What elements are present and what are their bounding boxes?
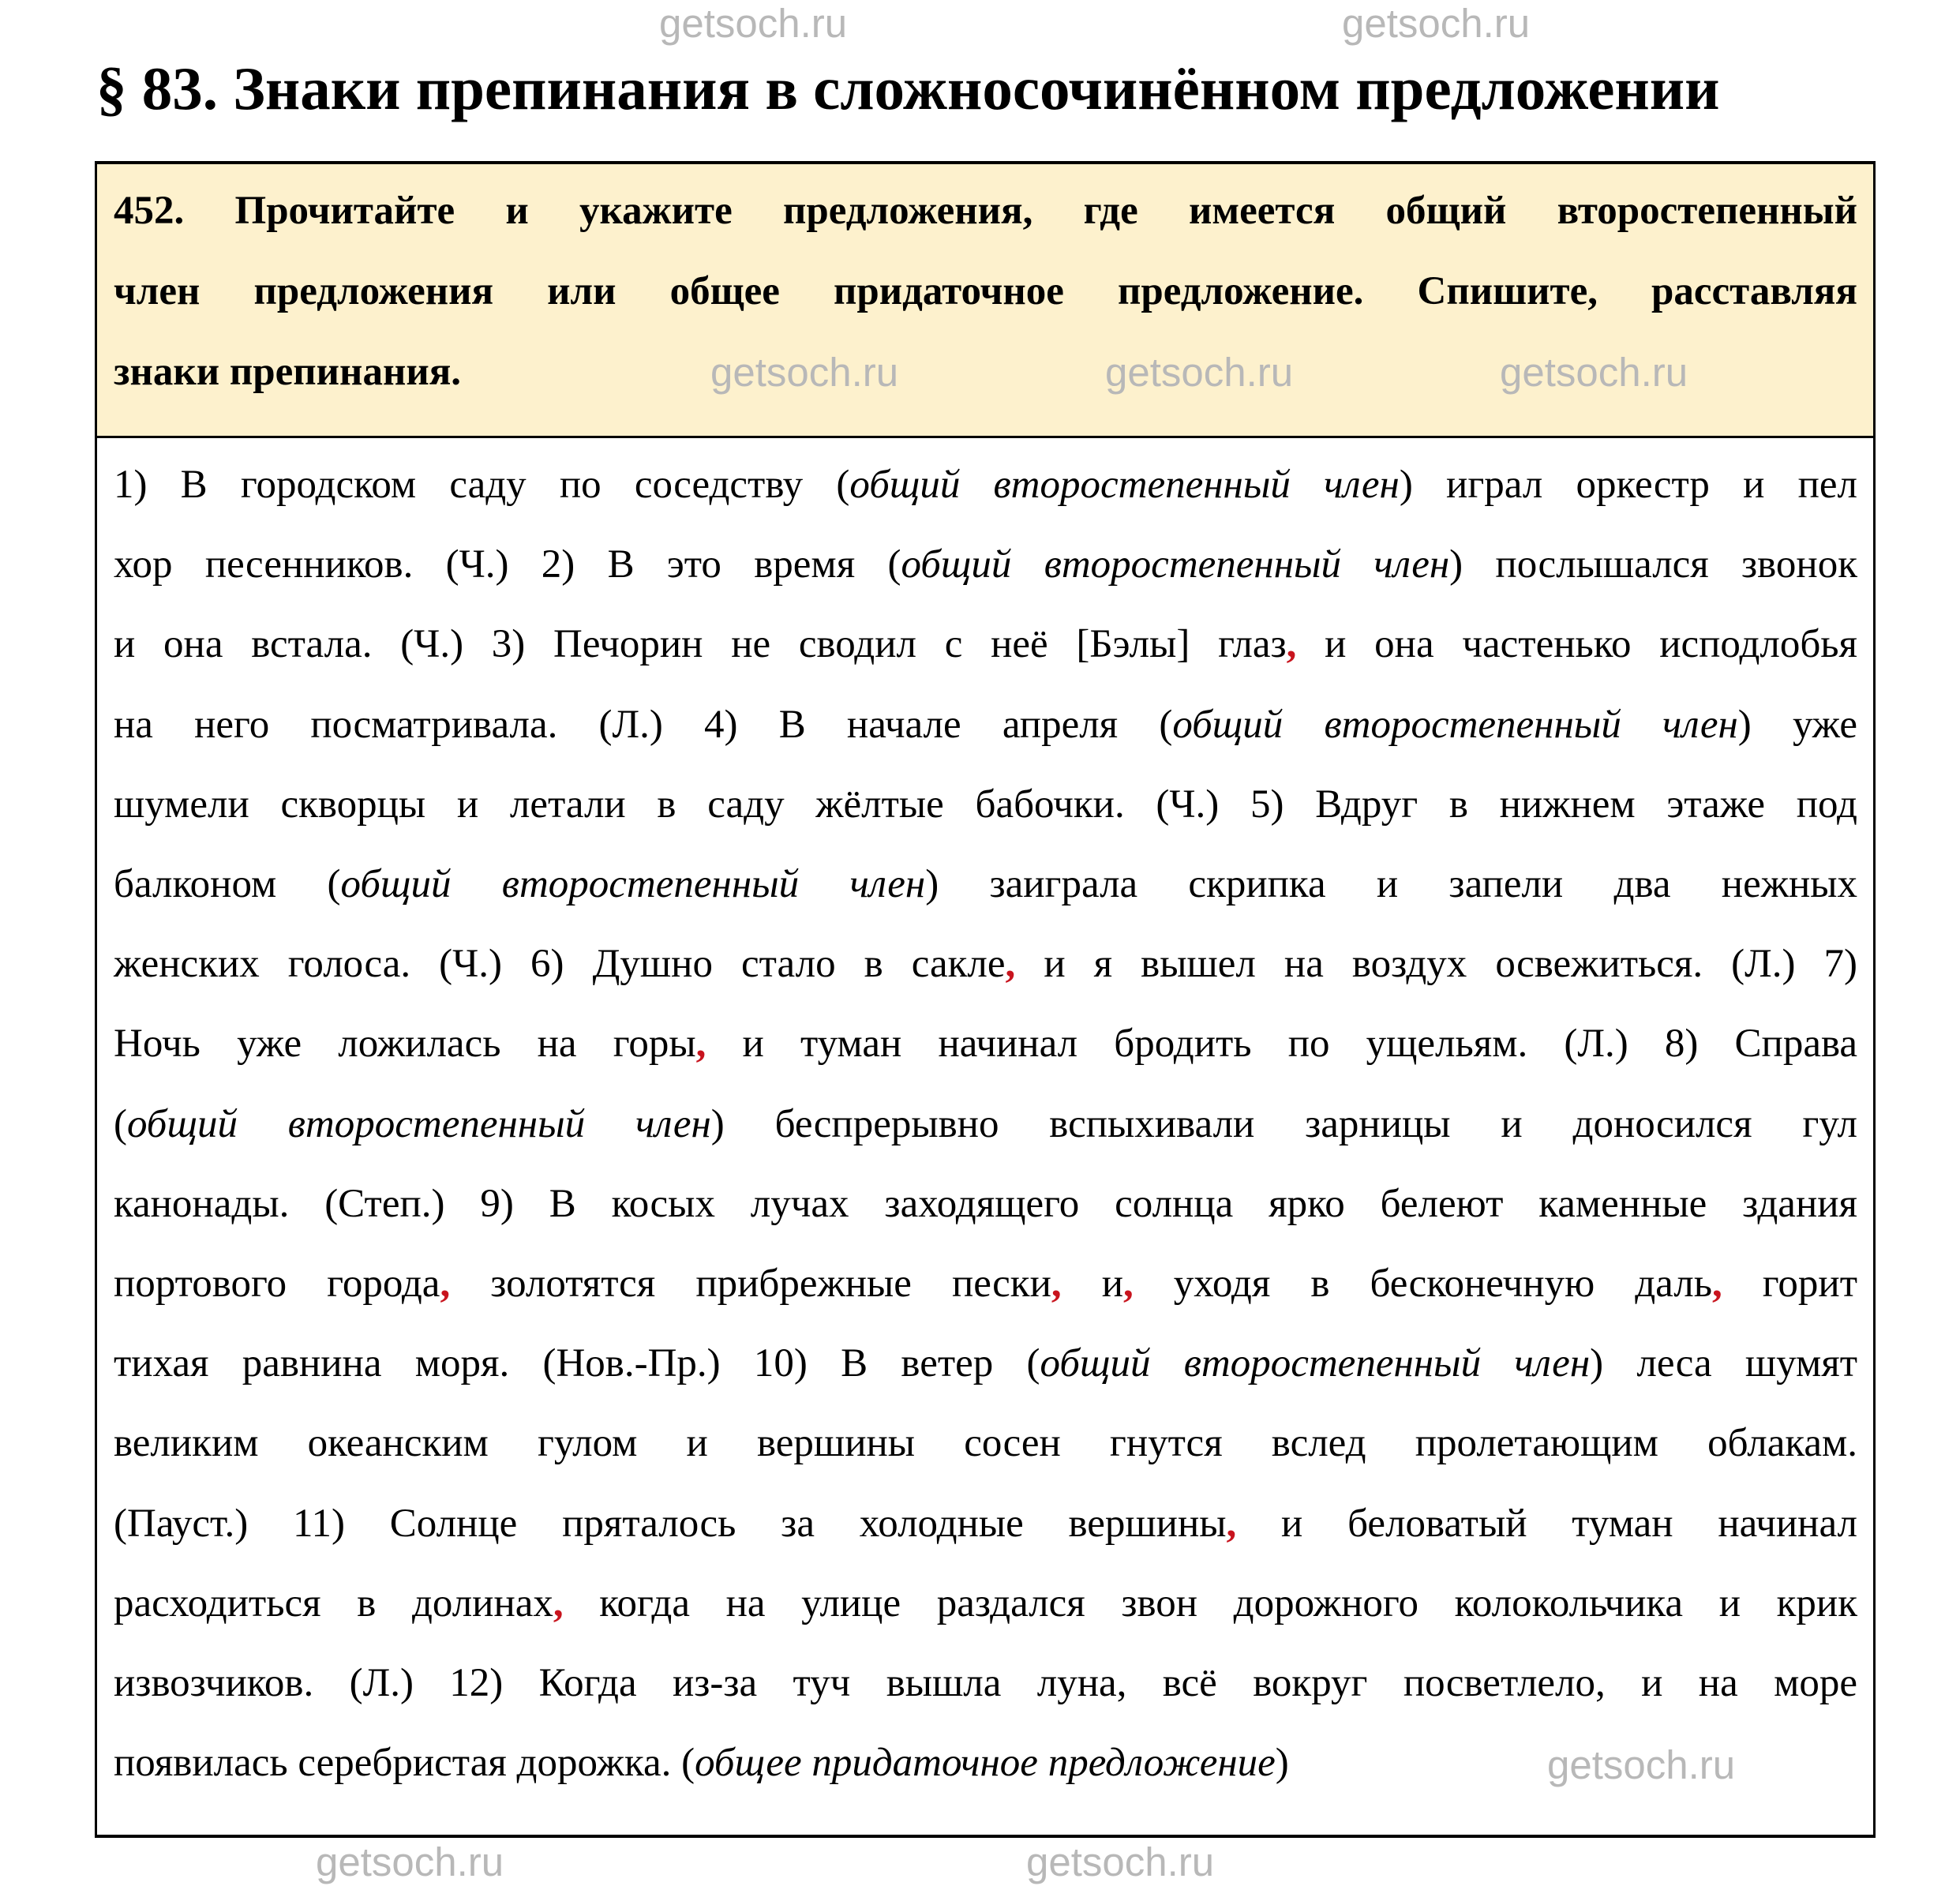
inserted-comma: , [1122,1262,1134,1307]
text-segment: ) беспрерывно вспыхивали зарницы и доносился гул [710,1101,1857,1146]
italic-annotation: общее придаточное предложение [695,1741,1276,1786]
text-line [114,1164,1857,1244]
text-segment: ) леса шумят [1590,1341,1857,1386]
text-segment: (Пауст.) 11) Солнце пряталось за холодные вершины [114,1501,1227,1546]
text-line [114,845,1857,924]
text-segment: портового города [114,1262,440,1307]
text-segment: балконом ( [114,862,341,907]
text-line [114,924,1857,1004]
italic-annotation: общий второстепенный член [901,542,1450,587]
watermark: getsoch.ru [710,350,899,395]
text-segment: ) заиграла скрипка и запели два нежных [925,862,1857,907]
text-segment: и беловатый туман начинал [1236,1501,1857,1546]
text-line [114,525,1857,605]
inserted-comma: , [440,1262,451,1307]
text-segment: на него посматривала. (Л.) 4) В начале апреля ( [114,702,1173,747]
text-segment: когда на улице раздался звон дорожного колокольчика и крик [563,1580,1857,1625]
text-segment: появилась серебристая дорожка. ( [114,1741,695,1786]
inserted-comma: , [553,1580,564,1625]
task-line: член предложения или общее придаточное предложение. Спишите, расставляя [114,269,1857,313]
text-segment: и [1061,1262,1123,1307]
text-segment: хор песенников. (Ч.) 2) В это время ( [114,542,901,587]
text-line [114,1004,1857,1084]
text-segment: ) уже [1737,702,1857,747]
text-line [114,1564,1857,1644]
text-segment: и туман начинал бродить по ущельям. (Л.) 8) Справа [706,1022,1857,1067]
task-line: знаки препинания. [114,350,462,394]
text-line [114,1404,1857,1483]
inserted-comma: , [695,1022,706,1067]
text-line [114,765,1857,845]
text-segment: расходиться в долинах [114,1580,553,1625]
text-line [114,1244,1857,1324]
watermark: getsoch.ru [1342,1,1531,46]
inserted-comma: , [1051,1262,1062,1307]
italic-annotation: общий второстепенный член [849,463,1400,507]
italic-annotation: общий второстепенный член [126,1101,711,1146]
text-segment: и я вышел на воздух освежиться. (Л.) 7) [1015,942,1857,987]
inserted-comma: , [1286,622,1297,667]
text-segment: ( [114,1101,127,1146]
text-segment: 1) В городском саду по соседству ( [114,463,850,507]
watermark: getsoch.ru [659,1,848,46]
text-segment: ) послышался звонок [1449,542,1857,587]
inserted-comma: , [1226,1501,1237,1546]
inserted-comma: , [1711,1262,1722,1307]
task-line: 452. Прочитайте и укажите предложения, где имеется общий второстепенный [114,189,1857,233]
text-segment: ) играл оркестр и пел [1399,463,1857,507]
text-line [114,1723,1857,1803]
text-segment: женских голоса. (Ч.) 6) Душно стало в сакле [114,942,1006,987]
text-line [114,1324,1857,1404]
watermark: getsoch.ru [1500,350,1688,395]
text-segment: извозчиков. (Л.) 12) Когда из-за туч вышла луна, всё вокруг посветлело, и на море [114,1661,1857,1706]
text-segment: золотятся прибрежные пески [450,1262,1051,1307]
text-segment: и она встала. (Ч.) 3) Печорин не сводил с неё [Бэлы] глаз [114,622,1287,667]
text-segment: и она частенько исподлобья [1296,622,1858,667]
text-segment: уходя в бесконечную даль [1133,1262,1712,1307]
italic-annotation: общий второстепенный член [1040,1341,1591,1386]
text-segment: великим океанским гулом и вершины сосен гнутся вслед пролетающим облакам. [114,1421,1857,1466]
italic-annotation: общий второстепенный член [340,862,926,907]
text-segment: ) [1275,1741,1289,1786]
watermark: getsoch.ru [1547,1742,1736,1787]
watermark: getsoch.ru [1105,350,1294,395]
text-segment: Ночь уже ложилась на горы [114,1022,696,1067]
text-line [114,1484,1857,1564]
text-segment: канонады. (Степ.) 9) В косых лучах заходящего солнца ярко белеют каменные здания [114,1181,1857,1226]
text-line [114,685,1857,765]
page-title: § 83. Знаки препинания в сложносочинённом предложении [96,54,1720,122]
watermark: getsoch.ru [316,1839,504,1884]
watermark: getsoch.ru [1026,1839,1215,1884]
text-line [114,1085,1857,1164]
italic-annotation: общий второстепенный член [1172,702,1738,747]
text-line [114,1644,1857,1723]
exercise-text [97,438,1873,1803]
inserted-comma: , [1005,942,1016,987]
text-line [114,445,1857,525]
text-line [114,605,1857,684]
text-segment: тихая равнина моря. (Нов.-Пр.) 10) В ветер ( [114,1341,1040,1386]
exercise-task [97,164,1873,438]
exercise-box [95,161,1876,1838]
text-segment: шумели скворцы и летали в саду жёлтые бабочки. (Ч.) 5) Вдруг в нижнем этаже под [114,782,1857,827]
text-segment: горит [1722,1262,1857,1307]
